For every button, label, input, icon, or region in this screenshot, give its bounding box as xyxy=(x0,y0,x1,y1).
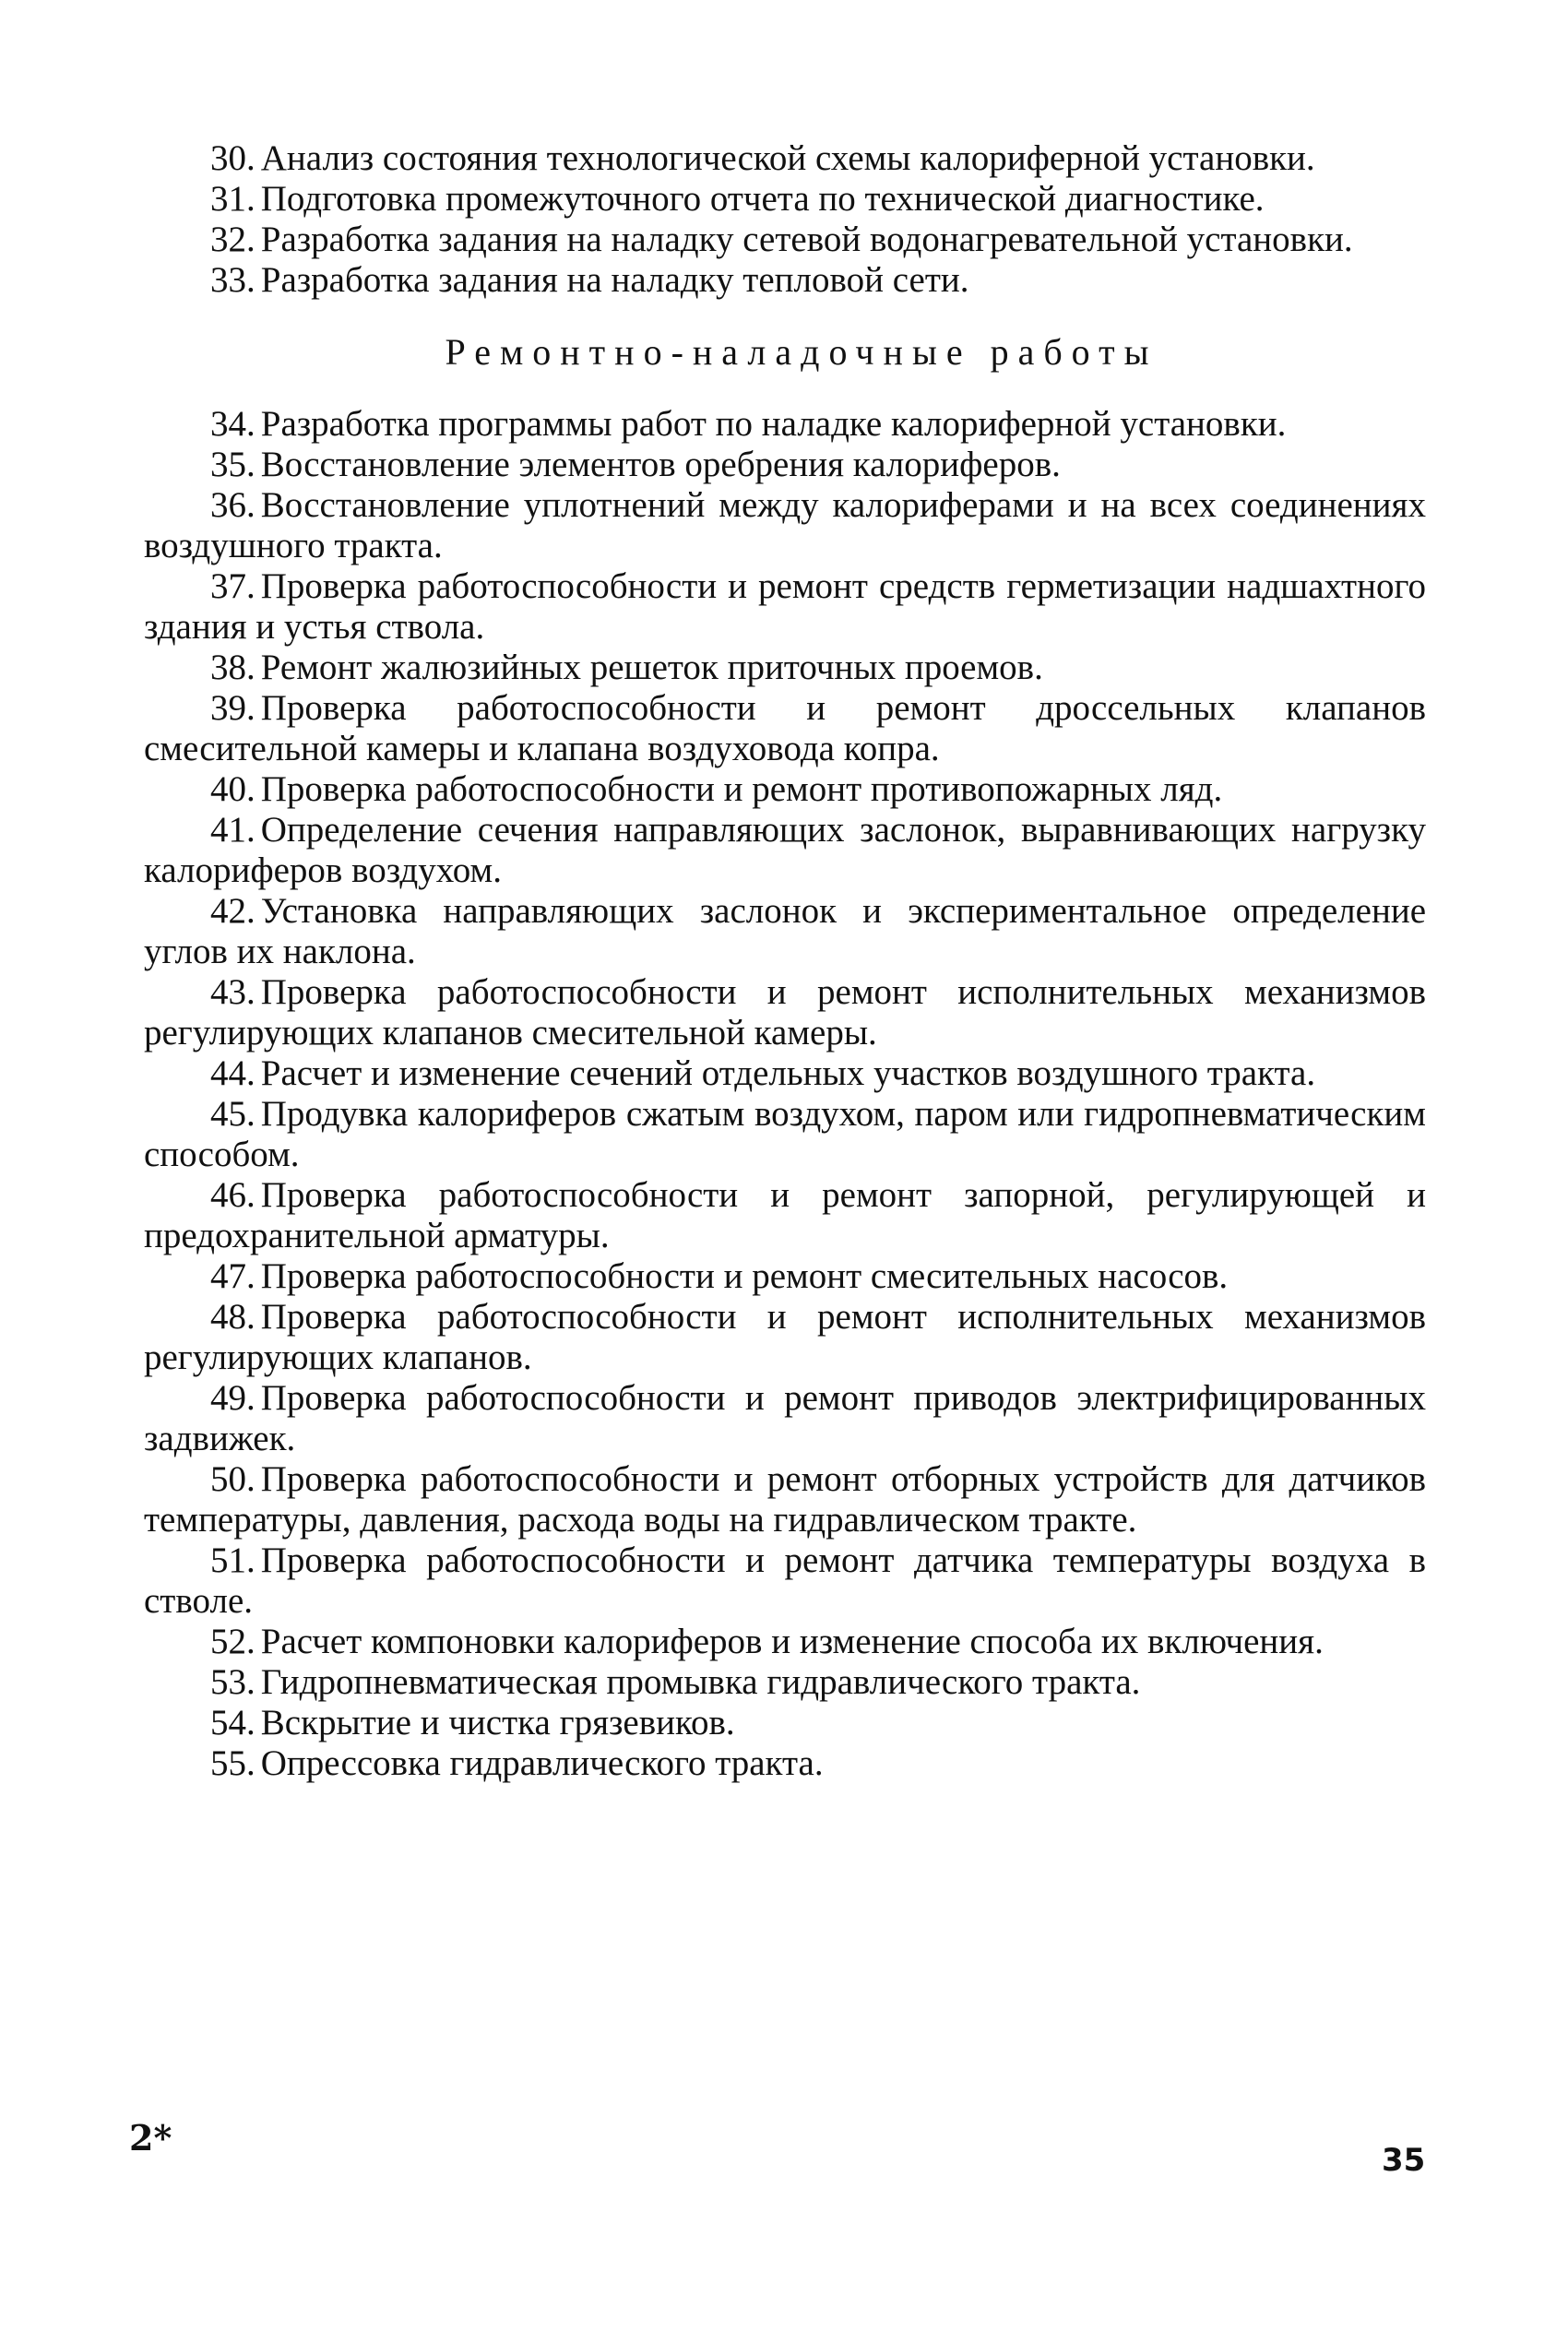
list-item xyxy=(144,138,1426,179)
item-number: 36. xyxy=(210,485,255,525)
item-number: 53. xyxy=(210,1662,255,1702)
item-text: Анализ состояния технологической схемы калориферной установки. xyxy=(260,138,1315,178)
list-item xyxy=(144,1297,1426,1378)
list-item xyxy=(144,1662,1426,1703)
list-item xyxy=(144,566,1426,648)
item-number: 40. xyxy=(210,769,255,809)
item-text: Вскрытие и чистка грязевиков. xyxy=(260,1703,735,1742)
item-text: Подготовка промежуточного отчета по технической диагностике. xyxy=(260,179,1265,219)
item-text: Проверка работоспособности и ремонт отборных устройств для датчиков температуры, давления, расхода воды на гидравлическом тракте. xyxy=(144,1459,1426,1540)
item-number: 42. xyxy=(210,891,255,931)
item-number: 46. xyxy=(210,1175,255,1215)
item-text: Определение сечения направляющих заслонок, выравнивающих нагрузку калориферов воздухом. xyxy=(144,810,1426,890)
item-text: Проверка работоспособности и ремонт запорной, регулирующей и предохранительной арматуры. xyxy=(144,1175,1426,1255)
list-item xyxy=(144,1622,1426,1662)
item-text: Восстановление уплотнений между калориферами и на всех соединениях воздушного тракта. xyxy=(144,485,1426,565)
list-item xyxy=(144,810,1426,891)
item-text: Восстановление элементов оребрения калориферов. xyxy=(260,445,1061,484)
section-heading: Ремонтно-наладочные работы xyxy=(445,331,1158,373)
item-number: 48. xyxy=(210,1297,255,1337)
item-number: 44. xyxy=(210,1053,255,1093)
item-number: 35. xyxy=(210,445,255,484)
item-number: 50. xyxy=(210,1459,255,1499)
item-number: 49. xyxy=(210,1378,255,1418)
item-number: 55. xyxy=(210,1743,255,1783)
item-number: 38. xyxy=(210,648,255,687)
item-number: 32. xyxy=(210,220,255,259)
list-before xyxy=(144,138,1426,301)
item-text: Проверка работоспособности и ремонт приводов электрифицированных задвижек. xyxy=(144,1378,1426,1458)
item-text: Продувка калориферов сжатым воздухом, паром или гидропневматическим способом. xyxy=(144,1094,1426,1174)
item-number: 47. xyxy=(210,1256,255,1296)
item-text: Установка направляющих заслонок и экспериментальное определение углов их наклона. xyxy=(144,891,1426,971)
list-item xyxy=(144,1053,1426,1094)
list-item xyxy=(144,179,1426,220)
page-number: 35 xyxy=(1382,2142,1426,2179)
list-item xyxy=(144,1743,1426,1784)
item-number: 39. xyxy=(210,688,255,728)
list-item xyxy=(144,1540,1426,1622)
item-text: Опрессовка гидравлического тракта. xyxy=(260,1743,824,1783)
item-text: Проверка работоспособности и ремонт смесительных насосов. xyxy=(260,1256,1229,1296)
item-number: 31. xyxy=(210,179,255,219)
list-item xyxy=(144,220,1426,260)
list-item xyxy=(144,1175,1426,1256)
item-text: Проверка работоспособности и ремонт противопожарных ляд. xyxy=(260,769,1223,809)
list-item xyxy=(144,891,1426,972)
item-text: Гидропневматическая промывка гидравлического тракта. xyxy=(260,1662,1141,1702)
list-item xyxy=(144,260,1426,301)
list-item xyxy=(144,485,1426,566)
item-text: Разработка задания на наладку сетевой водонагревательной установки. xyxy=(260,220,1353,259)
list-item xyxy=(144,1378,1426,1459)
item-text: Разработка программы работ по наладке калориферной установки. xyxy=(260,404,1287,444)
item-number: 41. xyxy=(210,810,255,850)
printer-signature-mark: 2* xyxy=(129,2117,172,2159)
item-number: 37. xyxy=(210,566,255,606)
item-number: 30. xyxy=(210,138,255,178)
list-item xyxy=(144,445,1426,485)
item-text: Проверка работоспособности и ремонт средств герметизации надшахтного здания и устья ствола. xyxy=(144,566,1426,647)
list-item xyxy=(144,1256,1426,1297)
item-text: Проверка работоспособности и ремонт дроссельных клапанов смесительной камеры и клапана воздуховода копра. xyxy=(144,688,1426,768)
item-number: 43. xyxy=(210,972,255,1012)
list-after xyxy=(144,404,1426,1784)
body-text xyxy=(144,138,1426,1784)
item-text: Расчет и изменение сечений отдельных участков воздушного тракта. xyxy=(260,1053,1316,1093)
item-number: 51. xyxy=(210,1540,255,1580)
list-item xyxy=(144,404,1426,445)
list-item xyxy=(144,972,1426,1053)
item-text: Расчет компоновки калориферов и изменение способа их включения. xyxy=(260,1622,1324,1661)
item-text: Проверка работоспособности и ремонт исполнительных механизмов регулирующих клапанов. xyxy=(144,1297,1426,1377)
item-number: 52. xyxy=(210,1622,255,1661)
item-text: Ремонт жалюзийных решеток приточных проемов. xyxy=(260,648,1043,687)
list-item xyxy=(144,1459,1426,1540)
list-item xyxy=(144,769,1426,810)
item-number: 54. xyxy=(210,1703,255,1742)
list-item xyxy=(144,648,1426,688)
list-item xyxy=(144,1703,1426,1743)
item-number: 34. xyxy=(210,404,255,444)
item-number: 33. xyxy=(210,260,255,300)
item-number: 45. xyxy=(210,1094,255,1134)
list-item xyxy=(144,1094,1426,1175)
list-item xyxy=(144,688,1426,769)
item-text: Проверка работоспособности и ремонт датчика температуры воздуха в стволе. xyxy=(144,1540,1426,1621)
item-text: Разработка задания на наладку тепловой сети. xyxy=(260,260,969,300)
item-text: Проверка работоспособности и ремонт исполнительных механизмов регулирующих клапанов смесительной камеры. xyxy=(144,972,1426,1053)
